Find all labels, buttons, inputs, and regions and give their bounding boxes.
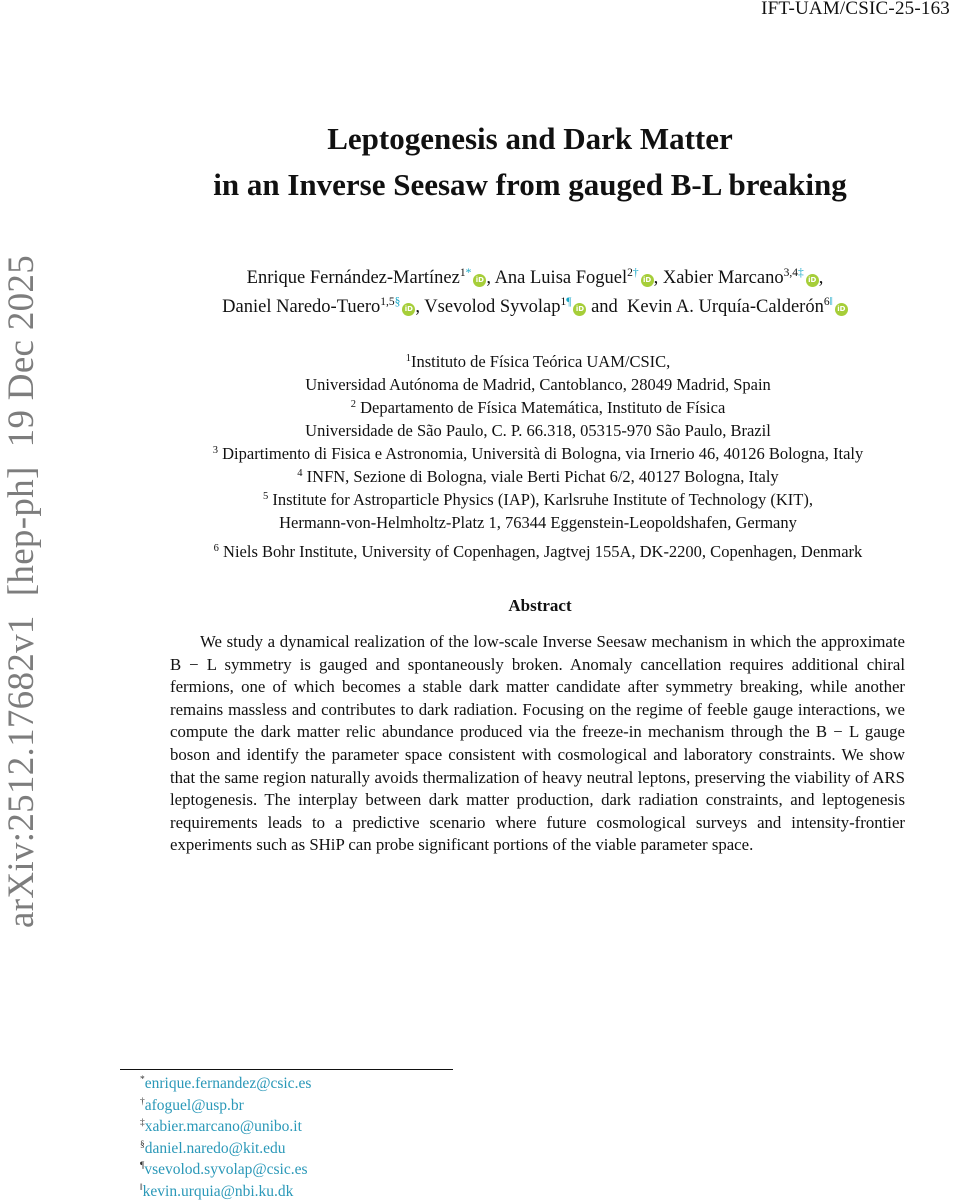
abstract-heading: Abstract [160, 596, 920, 616]
footnote-item [140, 1159, 311, 1181]
email-link[interactable]: daniel.naredo@kit.edu [145, 1140, 286, 1157]
footnote-link[interactable]: § [395, 296, 401, 308]
email-link[interactable]: xabier.marcano@unibo.it [145, 1118, 302, 1135]
affiliation-number: 2 [351, 399, 356, 410]
author-line-1 [120, 264, 950, 293]
footnote-mark: ‡ [140, 1118, 145, 1128]
footnote-link[interactable]: † [633, 267, 639, 279]
footnote-item [140, 1073, 311, 1095]
footnote-divider [120, 1069, 453, 1070]
author-affiliation-ref: 1,5 [380, 296, 394, 308]
author-line-2 [120, 293, 950, 322]
author-affiliation-ref: 3,4 [784, 267, 798, 279]
title-line-1: Leptogenesis and Dark Matter [120, 116, 940, 162]
footnote-link[interactable]: ‡ [798, 267, 804, 279]
affiliation-number: 1 [406, 353, 411, 364]
footnote-link[interactable]: * [466, 267, 472, 279]
affiliation-text: Niels Bohr Institute, University of Copenhagen, Jagtvej 155A, DK-2200, Copenhagen, Denmark [223, 542, 862, 561]
email-link[interactable]: kevin.urquia@nbi.ku.dk [143, 1183, 294, 1200]
author-affiliation-ref: 1 [560, 296, 566, 308]
footnote-mark: ¶ [140, 1161, 144, 1171]
affiliation-number: 3 [213, 445, 218, 456]
email-link[interactable]: vsevolod.syvolap@csic.es [144, 1161, 307, 1178]
footnote-mark: § [140, 1140, 145, 1150]
report-number: IFT-UAM/CSIC-25-163 [761, 0, 950, 20]
orcid-icon[interactable]: iD [806, 274, 819, 287]
footnote-mark: ‖ [140, 1183, 143, 1193]
author-separator: , [486, 268, 494, 288]
affiliation-text: Institute for Astroparticle Physics (IAP), Karlsruhe Institute of Technology (KIT), [272, 490, 813, 509]
paper-title [120, 116, 940, 208]
affiliation-number: 4 [297, 468, 302, 479]
orcid-icon[interactable]: iD [641, 274, 654, 287]
affiliation-6 [120, 540, 954, 563]
email-link[interactable]: afoguel@usp.br [145, 1097, 244, 1114]
arxiv-identifier-stamp: arXiv:2512.17682v1 [hep-ph] 19 Dec 2025 [2, 228, 42, 928]
affiliation-text: Departamento de Física Matemática, Instituto de Física [360, 398, 725, 417]
author-affiliation-ref: 6 [824, 296, 830, 308]
author-affiliation-ref: 1 [460, 267, 466, 279]
footnote-link[interactable]: ‖ [830, 296, 833, 308]
orcid-icon[interactable]: iD [402, 303, 415, 316]
title-line-2: in an Inverse Seesaw from gauged B-L breaking [120, 162, 940, 208]
author-separator: , [415, 297, 424, 317]
footnote-mark: * [140, 1075, 145, 1085]
affiliation-text: Universidad Autónoma de Madrid, Cantoblanco, 28049 Madrid, Spain [120, 373, 954, 396]
author-separator: , [654, 268, 663, 288]
author-name: Daniel Naredo-Tuero [222, 297, 380, 317]
orcid-icon[interactable]: iD [473, 274, 486, 287]
affiliation-text: Hermann-von-Helmholtz-Platz 1, 76344 Eggenstein-Leopoldshafen, Germany [120, 511, 954, 534]
affiliation-2 [120, 396, 954, 442]
footnote-mark: † [140, 1097, 145, 1107]
email-link[interactable]: enrique.fernandez@csic.es [145, 1075, 312, 1092]
affiliation-text: Universidade de São Paulo, C. P. 66.318, 05315-970 São Paulo, Brazil [120, 419, 954, 442]
affiliation-text: Instituto de Física Teórica UAM/CSIC, [411, 352, 670, 371]
author-name: Enrique Fernández-Martínez [247, 268, 460, 288]
affiliation-number: 6 [214, 543, 219, 554]
author-name: Xabier Marcano [663, 268, 784, 288]
abstract-text: We study a dynamical realization of the low-scale Inverse Seesaw mechanism in which the approximate B − L symmetry is gauged and spontaneously broken. Anomaly cancellation requires additional chiral fermions, one of which becomes a stable dark matter candidate after symmetry breaking, while another remains massless and contributes to dark radiation. Focusing on the regime of feeble gauge interactions, we compute the dark matter relic abundance produced via the freeze-in mechanism through the B − L gauge boson and identify the parameter space consistent with cosmological and laboratory constraints. We show that the same region naturally avoids thermalization of heavy neutral leptons, preserving the viability of ARS leptogenesis. The interplay between dark matter production, dark radiation constraints, and leptogenesis requirements leads to a predictive scenario where future cosmological surveys and intensity-frontier experiments such as SHiP can probe significant portions of the viable parameter space. [170, 632, 905, 854]
footnote-item [140, 1138, 311, 1160]
author-separator: and [586, 297, 622, 317]
affiliation-5 [120, 488, 954, 534]
author-affiliation-ref: 2 [627, 267, 633, 279]
abstract-body [170, 631, 905, 857]
footnote-item [140, 1181, 311, 1202]
affiliation-number: 5 [263, 491, 268, 502]
author-separator: , [819, 268, 824, 288]
orcid-icon[interactable]: iD [835, 303, 848, 316]
affiliation-3 [120, 442, 954, 465]
affiliation-4 [120, 465, 954, 488]
orcid-icon[interactable]: iD [573, 303, 586, 316]
author-name: Ana Luisa Foguel [495, 268, 628, 288]
footnote-item [140, 1095, 311, 1117]
footnote-item [140, 1116, 311, 1138]
affiliation-text: Dipartimento di Fisica e Astronomia, Università di Bologna, via Irnerio 46, 40126 Bologna, Italy [222, 444, 863, 463]
author-list [120, 264, 950, 322]
affiliation-1 [120, 350, 954, 396]
author-name: Kevin A. Urquía-Calderón [627, 297, 824, 317]
author-name: Vsevolod Syvolap [424, 297, 560, 317]
affiliation-list [120, 350, 954, 563]
footnote-link[interactable]: ¶ [566, 296, 571, 308]
affiliation-text: INFN, Sezione di Bologna, viale Berti Pichat 6/2, 40127 Bologna, Italy [307, 467, 779, 486]
footnote-list [140, 1073, 311, 1202]
